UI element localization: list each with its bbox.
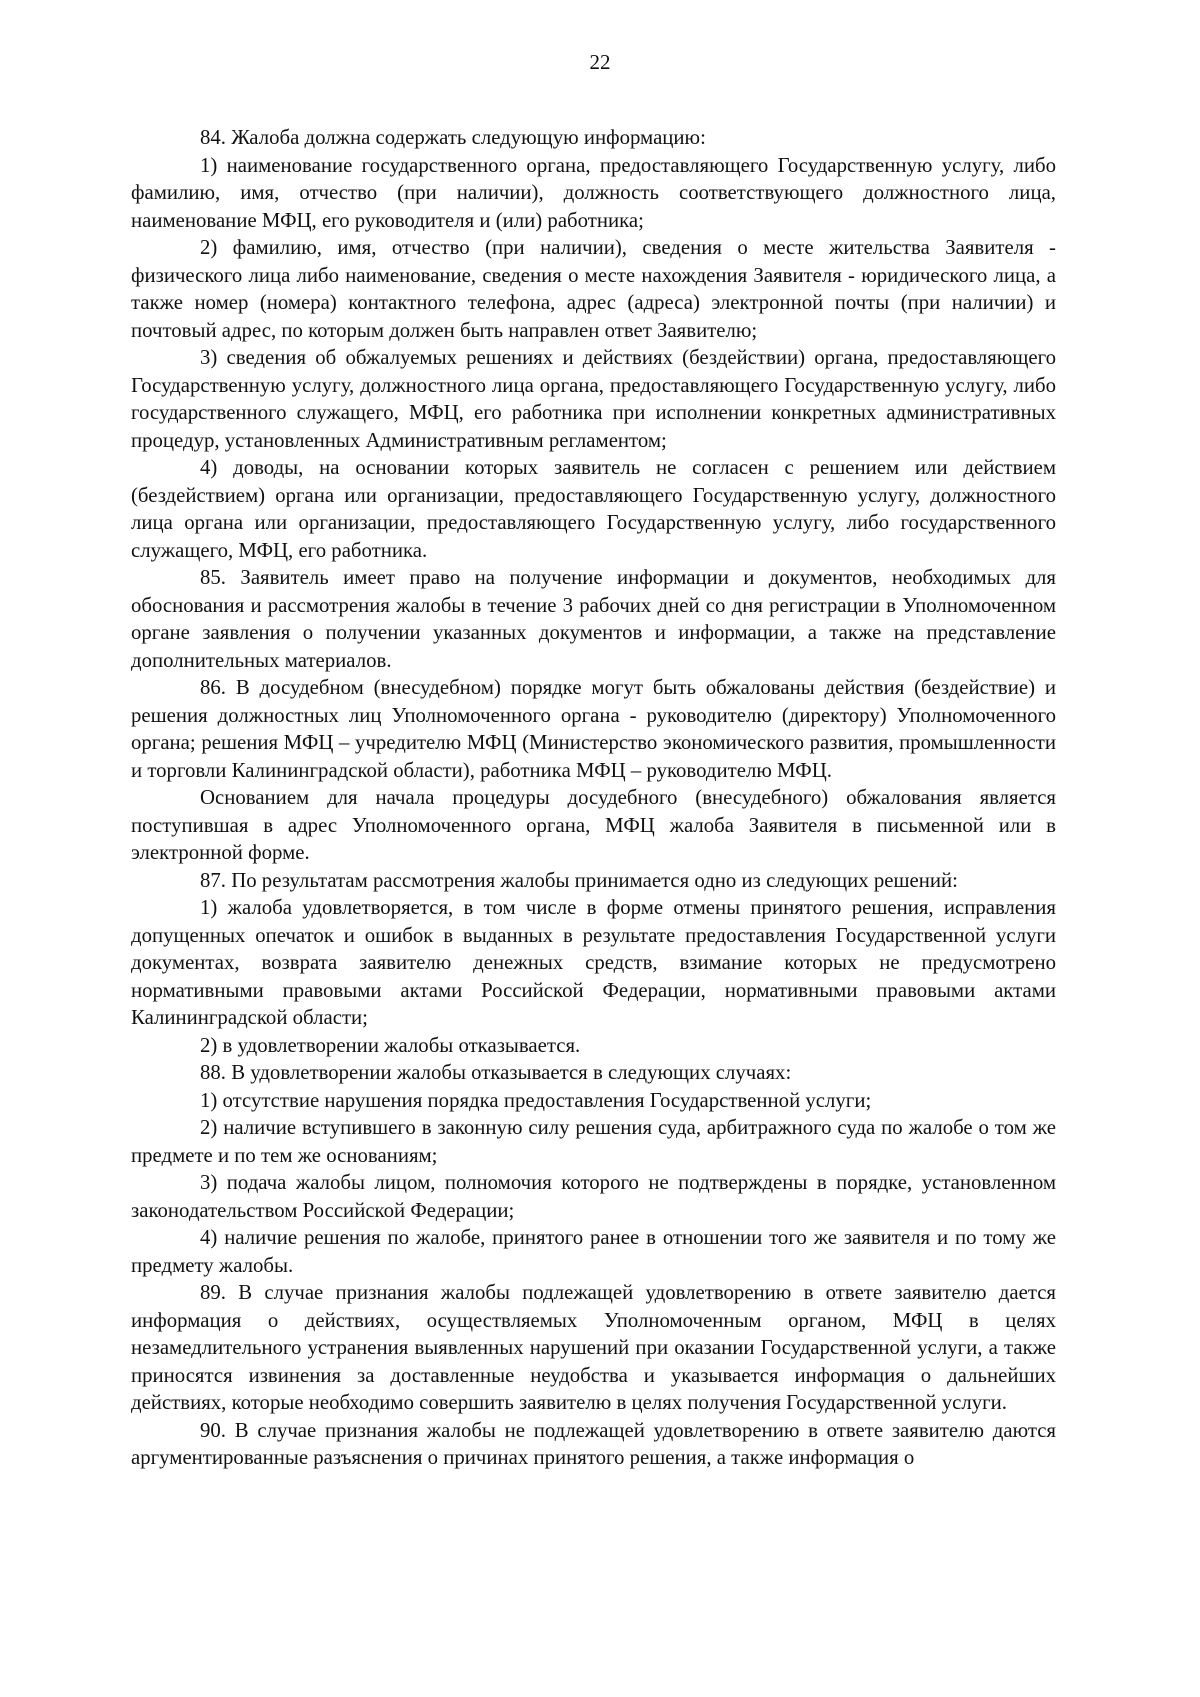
paragraph-84-item-1: 1) наименование государственного органа, предоставляющего Государственную услугу, либо фамилию, имя, отчество (при наличии), должность соответствующего должностного лица, наименование МФЦ, его руководителя и (или) работника; [131,153,1056,232]
paragraph-87-item-2: 2) в удовлетворении жалобы отказывается. [200,1033,581,1057]
paragraph-84-item-3: 3) сведения об обжалуемых решениях и действиях (бездействии) органа, предоставляющего Государственную услугу, должностного лица органа, предоставляющего Государственную услугу, либо государственного служащего, МФЦ, его работника при исполнении конкретных административных процедур, установленных Административным регламентом; [131,346,1056,452]
document-body [131,124,1056,1472]
paragraph-88-item-1: 1) отсутствие нарушения порядка предоставления Государственной услуги; [200,1088,872,1112]
paragraph-84-item-4: 4) доводы, на основании которых заявитель не согласен с решением или действием (бездействием) органа или организации, предоставляющего Государственную услугу, должностного лица органа или организации, предоставляющего Государственную услугу, либо государственного служащего, МФЦ, его работника. [131,456,1056,562]
paragraph-85: 85. Заявитель имеет право на получение информации и документов, необходимых для обоснования и рассмотрения жалобы в течение 3 рабочих дней со дня регистрации в Уполномоченном органе заявления о получении указанных документов и информации, а также на представление дополнительных материалов. [131,566,1056,672]
paragraph-88: 88. В удовлетворении жалобы отказывается в следующих случаях: [200,1061,792,1084]
paragraph-87-item-1: 1) жалоба удовлетворяется, в том числе в форме отмены принятого решения, исправления допущенных опечаток и ошибок в выданных в результате предоставления Государственной услуги документах, возврата заявителю денежных средств, взимание которых не предусмотрено нормативными правовыми актами Российской Федерации, нормативными правовыми актами Калининградской области; [131,896,1056,1029]
paragraph-88-item-2: 2) наличие вступившего в законную силу решения суда, арбитражного суда по жалобе о том же предмете и по тем же основаниям; [131,1116,1056,1167]
paragraph-88-item-4: 4) наличие решения по жалобе, принятого ранее в отношении того же заявителя и по тому же предмету жалобы. [131,1226,1056,1277]
paragraph-86-basis: Основанием для начала процедуры досудебного (внесудебного) обжалования является поступившая в адрес Уполномоченного органа, МФЦ жалоба Заявителя в письменной или в электронной форме. [131,786,1056,864]
paragraph-84: 84. Жалоба должна содержать следующую информацию: [200,126,706,149]
paragraph-89: 89. В случае признания жалобы подлежащей удовлетворению в ответе заявителю дается информация о действиях, осуществляемых Уполномоченным органом, МФЦ в целях незамедлительного устранения выявленных нарушений при оказании Государственной услуги, а также приносятся извинения за доставленные неудобства и указывается информация о дальнейших действиях, которые необходимо совершить заявителю в целях получения Государственной услуги. [131,1281,1056,1414]
paragraph-88-item-3: 3) подача жалобы лицом, полномочия которого не подтверждены в порядке, установленном законодательством Российской Федерации; [131,1171,1056,1222]
paragraph-90: 90. В случае признания жалобы не подлежащей удовлетворению в ответе заявителю даются аргументированные разъяснения о причинах принятого решения, а также информация о [131,1418,1056,1469]
paragraph-84-item-2: 2) фамилию, имя, отчество (при наличии), сведения о месте жительства Заявителя - физического лица либо наименование, сведения о месте нахождения Заявителя - юридического лица, а также номер (номера) контактного телефона, адрес (адреса) электронной почты (при наличии) и почтовый адрес, по которым должен быть направлен ответ Заявителю; [131,236,1056,342]
page-number: 22 [589,50,611,74]
paragraph-86: 86. В досудебном (внесудебном) порядке могут быть обжалованы действия (бездействие) и решения должностных лиц Уполномоченного органа - руководителю (директору) Уполномоченного органа; решения МФЦ – учредителю МФЦ (Министерство экономического развития, промышленности и торговли Калининградской области), работника МФЦ – руководителю МФЦ. [131,676,1056,782]
paragraph-87: 87. По результатам рассмотрения жалобы принимается одно из следующих решений: [200,868,958,892]
